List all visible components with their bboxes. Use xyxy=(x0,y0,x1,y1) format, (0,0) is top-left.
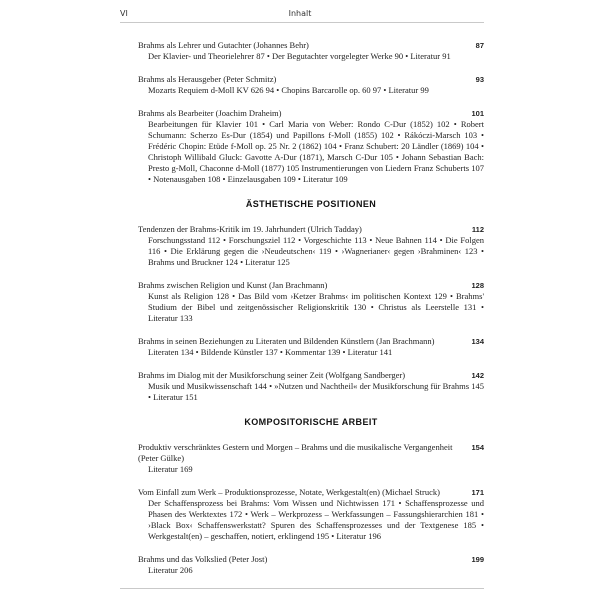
entry-title: Produktiv verschränktes Gestern und Morgen – Brahms und die musikalische Vergangenheit (Peter Gülke) xyxy=(138,442,453,463)
entry-page: 128 xyxy=(471,281,484,290)
entry-title: Brahms als Bearbeiter (Joachim Draheim) xyxy=(138,108,282,118)
entry-title: Brahms als Lehrer und Gutachter (Johannes Behr) xyxy=(138,40,309,50)
toc-entry xyxy=(138,40,484,62)
entry-subtopics: Bearbeitungen für Klavier 101 • Carl Maria von Weber: Rondo C-Dur (1852) 102 • Robert Schumann: Scherzo Es-Dur (1854) und Papillons f-Moll (1855) 102 • Rákóczi-Marsch 103 • Frédéric Chopin: Etüde f-Moll op. 25 Nr. 2 (1862) 104 • Franz Schubert: 20 Ländler (1869) 104 • Christoph Willibald Gluck: Gavotte A-Dur (1871), Marsch C-Dur 105 • Johann Sebastian Bach: Presto g-Moll, Chaconne d-Moll (1877) 105 Instrumentierungen von Liedern Franz Schuberts 107 • Notenausgaben 108 • Einzelausgaben 109 • Literatur 109 xyxy=(148,119,484,184)
entry-title: Brahms im Dialog mit der Musikforschung seiner Zeit (Wolfgang Sandberger) xyxy=(138,370,406,380)
entry-subtopics: Forschungsstand 112 • Forschungsziel 112 • Vorgeschichte 113 • Neue Bahnen 114 • Die Folgen 116 • Die Erklärung gegen die ›Neudeutschen‹ 119 • ›Wagnerianer‹ gegen ›Brahminen‹ 123 • Brahms und Bruckner 124 • Literatur 125 xyxy=(148,235,484,267)
entry-page: 87 xyxy=(475,41,484,50)
toc-entry xyxy=(138,370,484,403)
entry-page: 112 xyxy=(471,225,484,234)
section-heading: KOMPOSITORISCHE ARBEIT xyxy=(244,417,378,427)
entry-subtopics: Literatur 206 xyxy=(148,565,193,575)
entry-page: 171 xyxy=(471,488,484,497)
header-rule xyxy=(120,22,484,23)
entry-subtopics: Der Klavier- und Theorielehrer 87 • Der Begutachter vorgelegter Werke 90 • Literatur 91 xyxy=(148,51,451,61)
entry-subtopics: Musik und Musikwissenschaft 144 • »Nutzen und Nachtheil« der Musikforschung für Brahms 145 • Literatur 151 xyxy=(148,381,484,402)
entry-title: Vom Einfall zum Werk – Produktionsprozesse, Notate, Werkgestalt(en) (Michael Struck) xyxy=(138,487,440,497)
entry-title: Brahms zwischen Religion und Kunst (Jan Brachmann) xyxy=(138,280,328,290)
toc-entry xyxy=(138,554,484,576)
entry-subtopics: Literatur 169 xyxy=(148,464,193,474)
footer-rule xyxy=(120,588,484,589)
entry-page: 154 xyxy=(471,443,484,452)
entry-page: 142 xyxy=(471,371,484,380)
entry-subtopics: Mozarts Requiem d-Moll KV 626 94 • Chopins Barcarolle op. 60 97 • Literatur 99 xyxy=(148,85,429,95)
entry-title: Tendenzen der Brahms-Kritik im 19. Jahrhundert (Ulrich Tadday) xyxy=(138,224,362,234)
page-number: VI xyxy=(120,9,128,18)
entry-title: Brahms in seinen Beziehungen zu Literaten und Bildenden Künstlern (Jan Brachmann) xyxy=(138,336,435,346)
entry-title: Brahms als Herausgeber (Peter Schmitz) xyxy=(138,74,277,84)
toc-entry xyxy=(138,442,484,475)
toc-entry xyxy=(138,74,484,96)
entry-subtopics: Literaten 134 • Bildende Künstler 137 • Kommentar 139 • Literatur 141 xyxy=(148,347,393,357)
toc-entry xyxy=(138,224,484,268)
entry-page: 199 xyxy=(471,555,484,564)
entry-subtopics: Der Schaffensprozess bei Brahms: Vom Wissen und Nichtwissen 171 • Schaffensprozesse und Phasen des Werktextes 172 • Werk – Werkprozess – Werkfassungen – Fassungshierarchien 181 • ›Black Box‹ Schaffenswerkstatt? Spuren des Schaffensprozesses und der Textgenese 185 • Werkgestalt(en) – geschaffen, notiert, erklingend 195 • Literatur 196 xyxy=(148,498,484,541)
toc-entry xyxy=(138,280,484,324)
running-header: Inhalt xyxy=(288,9,312,18)
toc-entry xyxy=(138,108,484,185)
table-of-contents xyxy=(138,40,484,588)
toc-entry xyxy=(138,487,484,542)
entry-title: Brahms und das Volkslied (Peter Jost) xyxy=(138,554,268,564)
section-heading: ÄSTHETISCHE POSITIONEN xyxy=(245,199,377,209)
entry-subtopics: Kunst als Religion 128 • Das Bild vom ›Ketzer Brahms‹ im politischen Kontext 129 • Brahms' Studium der Bibel und zeitgenössischer Religionskritik 130 • Christus als Leerstelle 131 • Literatur 133 xyxy=(148,291,484,323)
entry-page: 101 xyxy=(471,109,484,118)
entry-page: 134 xyxy=(471,337,484,346)
toc-entry xyxy=(138,336,484,358)
entry-page: 93 xyxy=(475,75,484,84)
